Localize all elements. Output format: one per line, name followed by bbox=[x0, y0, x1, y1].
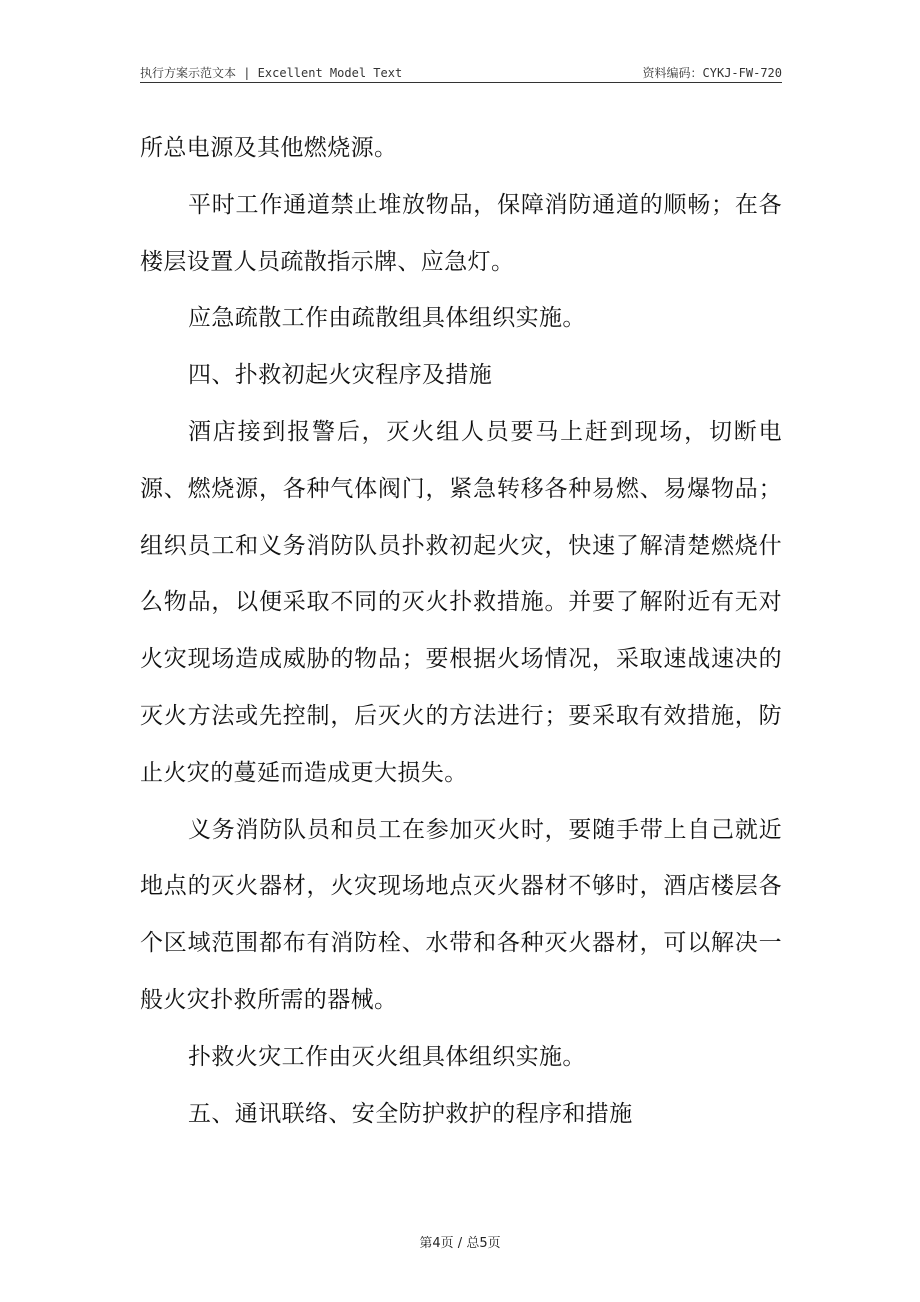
paragraph: 酒店接到报警后，灭火组人员要马上赶到现场，切断电源、燃烧源，各种气体阀门，紧急转移各种易燃、易爆物品；组织员工和义务消防队员扑救初起火灾，快速了解清楚燃烧什么物品，以便采取不同的灭火扑救措施。并要了解附近有无对火灾现场造成威胁的物品；要根据火场情况，采取速战速决的灭火方法或先控制，后灭火的方法进行；要采取有效措施，防止火灾的蔓延而造成更大损失。 bbox=[140, 418, 782, 786]
section-heading: 五、通讯联络、安全防护救护的程序和措施 bbox=[188, 1100, 633, 1127]
paragraph: 所总电源及其他燃烧源。 bbox=[140, 135, 398, 161]
page-header bbox=[140, 62, 782, 82]
document-body bbox=[140, 120, 782, 1142]
document-code: 资料编码：CYKJ-FW-720 bbox=[642, 66, 782, 80]
header-divider bbox=[140, 82, 782, 83]
section-heading: 四、扑救初起火灾程序及措施 bbox=[188, 362, 493, 389]
paragraph: 平时工作通道禁止堆放物品，保障消防通道的顺畅；在各楼层设置人员疏散指示牌、应急灯。 bbox=[140, 191, 782, 275]
page-number: 第4页 / 总5页 bbox=[419, 1236, 501, 1251]
paragraph: 应急疏散工作由疏散组具体组织实施。 bbox=[188, 305, 586, 332]
header-title: 执行方案示范文本 | Excellent Model Text bbox=[140, 66, 403, 80]
paragraph: 扑救火灾工作由灭火组具体组织实施。 bbox=[188, 1043, 586, 1070]
paragraph: 义务消防队员和员工在参加灭火时，要随手带上自己就近地点的灭火器材，火灾现场地点灭火器材不够时，酒店楼层各个区域范围都布有消防栓、水带和各种灭火器材，可以解决一般火灾扑救所需的器械。 bbox=[140, 816, 782, 1013]
